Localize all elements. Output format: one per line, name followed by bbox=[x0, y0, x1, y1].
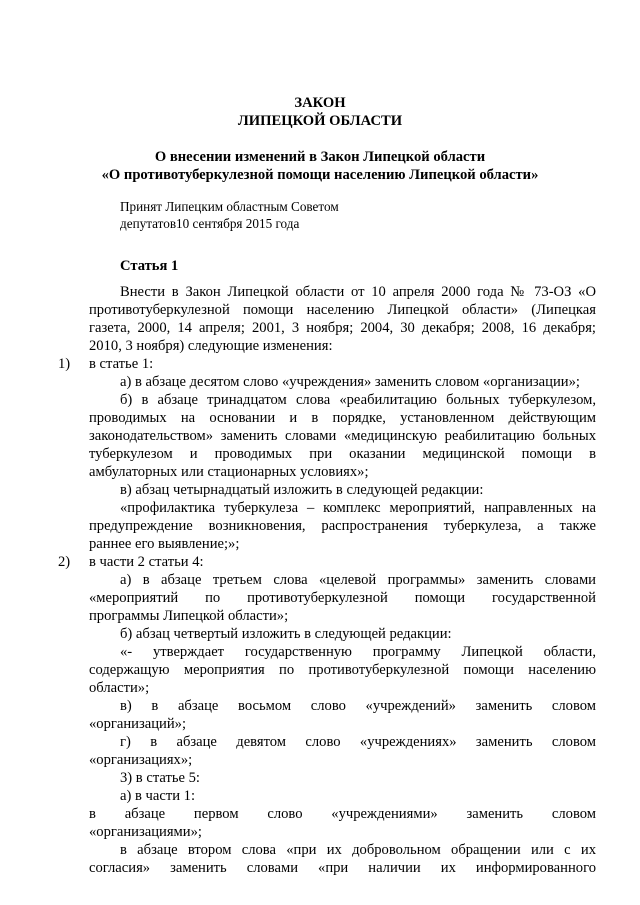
text-line: программы Липецкой области»; bbox=[89, 608, 289, 624]
law-region: ЛИПЕЦКОЙ ОБЛАСТИ bbox=[237, 113, 403, 129]
text-line: б) в абзаце тринадцатом слова «реабилитацию больных туберкулезом, bbox=[120, 392, 596, 408]
text-line: туберкулезом и проводимых при оказании медицинской помощи в bbox=[89, 446, 596, 462]
law-title: ЗАКОН bbox=[294, 95, 346, 111]
text-line: амбулаторных или стационарных условиях»; bbox=[89, 464, 369, 480]
text-line: «профилактика туберкулеза – комплекс мероприятий, направленных на bbox=[120, 500, 596, 516]
text-line: области»; bbox=[89, 680, 150, 696]
text-line: «организаций»; bbox=[89, 716, 186, 732]
text-line: г) в абзаце девятом слово «учреждениях» заменить словом bbox=[120, 734, 596, 750]
list-item-1 bbox=[58, 355, 153, 373]
text-line: 2010, 3 ноября) следующие изменения: bbox=[89, 338, 333, 354]
text-line: содержащую мероприятия по противотуберкулезной помощи населению bbox=[89, 662, 596, 678]
text-line: б) абзац четвертый изложить в следующей редакции: bbox=[120, 626, 452, 642]
text-line: «мероприятий по противотуберкулезной помощи государственной bbox=[89, 590, 596, 606]
text-line: «организациями»; bbox=[89, 824, 202, 840]
adopted-line-1: Принят Липецким областным Советом bbox=[120, 199, 339, 214]
text-line: а) в абзаце третьем слова «целевой программы» заменить словами bbox=[120, 572, 596, 588]
text-line: согласия» заменить словами «при наличии их информированного bbox=[89, 860, 596, 876]
list-number: 1) bbox=[58, 356, 71, 372]
text-line: в) в абзаце восьмом слово «учреждений» заменить словом bbox=[120, 698, 596, 714]
text-line: в) абзац четырнадцатый изложить в следующей редакции: bbox=[120, 482, 484, 498]
text-line: проводимых на основании и в порядке, установленном действующим bbox=[89, 410, 596, 426]
text-line: а) в части 1: bbox=[120, 788, 196, 804]
text-line: в статье 1: bbox=[89, 356, 154, 372]
text-line: 3) в статье 5: bbox=[120, 770, 200, 786]
text-line: «организациях»; bbox=[89, 752, 193, 768]
text-line: законодательством» заменить словами «медицинскую реабилитацию больных bbox=[89, 428, 596, 444]
law-subtitle-2: «О противотуберкулезной помощи населению Липецкой области» bbox=[101, 167, 539, 183]
law-subtitle-1: О внесении изменений в Закон Липецкой области bbox=[154, 149, 486, 165]
article-heading: Статья 1 bbox=[120, 258, 179, 274]
text-line: а) в абзаце десятом слово «учреждения» заменить словом «организации»; bbox=[120, 374, 580, 390]
text-line: раннее его выявление;»; bbox=[89, 536, 240, 552]
text-line: предупреждение возникновения, распространения туберкулеза, а также bbox=[89, 518, 596, 534]
list-item-2 bbox=[58, 553, 204, 571]
text-line: «- утверждает государственную программу Липецкой области, bbox=[120, 644, 596, 660]
text-line: в абзаце первом слово «учреждениями» заменить словом bbox=[89, 806, 596, 822]
text-line: газета, 2000, 14 апреля; 2001, 3 ноября; 2004, 30 декабря; 2008, 16 декабря; bbox=[89, 320, 596, 336]
text-line: Внести в Закон Липецкой области от 10 апреля 2000 года № 73-ОЗ «О bbox=[120, 284, 596, 300]
list-number: 2) bbox=[58, 554, 71, 570]
text-line: в абзаце втором слова «при их добровольном обращении или с их bbox=[120, 842, 596, 858]
text-line: противотуберкулезной помощи населению Липецкой области» (Липецкая bbox=[89, 302, 596, 318]
text-line: в части 2 статьи 4: bbox=[89, 554, 204, 570]
adopted-line-2: депутатов10 сентября 2015 года bbox=[120, 216, 300, 231]
